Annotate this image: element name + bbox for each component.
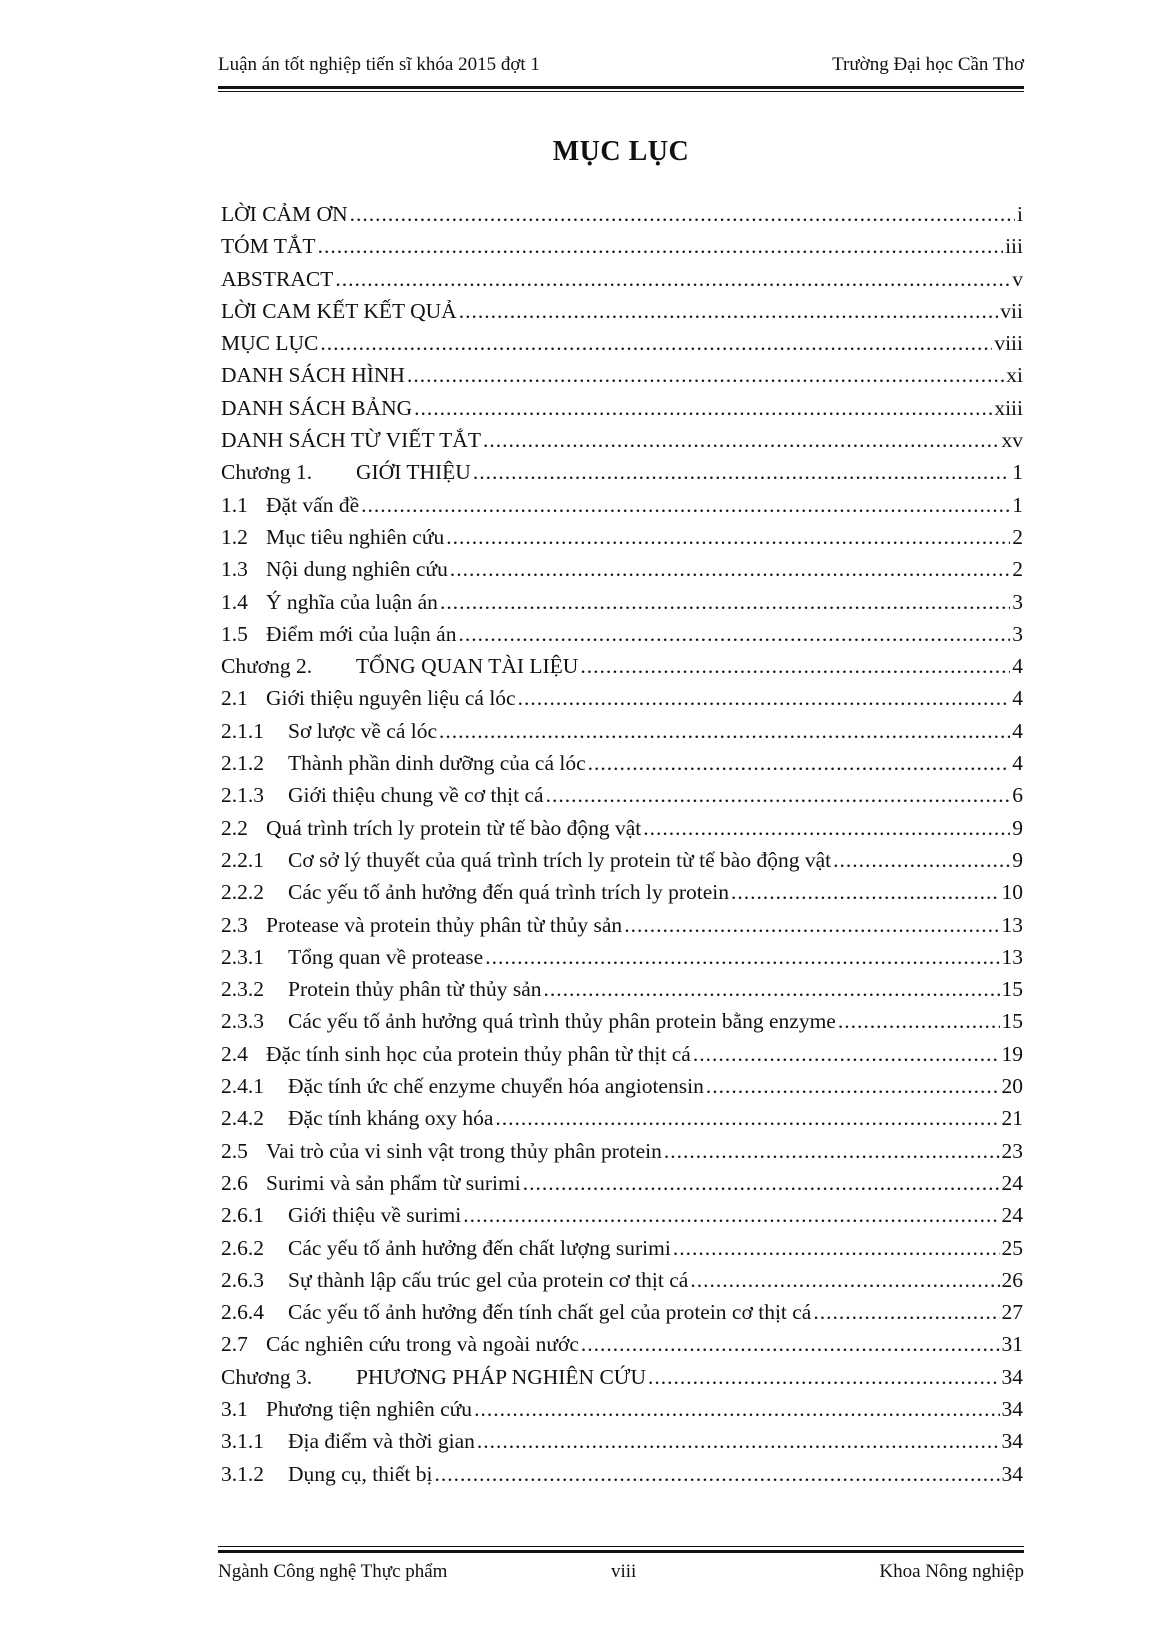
toc-entry-label: Địa điểm và thời gian xyxy=(288,1429,475,1454)
toc-entry-number: 3.1.2 xyxy=(221,1461,264,1486)
footer-department: Ngành Công nghệ Thực phẩm xyxy=(218,1561,448,1582)
toc-entry-label: Dụng cụ, thiết bị xyxy=(288,1461,433,1486)
toc-dot-leader xyxy=(643,812,1010,844)
toc-dot-leader xyxy=(648,1361,1000,1393)
toc-entry[interactable] xyxy=(221,359,1023,391)
toc-entry-number: 2.1 xyxy=(221,686,248,711)
toc-dot-leader xyxy=(544,973,1000,1005)
toc-dot-leader xyxy=(518,682,1011,714)
toc-entry-label: LỜI CAM KẾT KẾT QUẢ xyxy=(221,298,457,323)
toc-entry-page: vii xyxy=(1000,298,1023,323)
toc-entry-label: DANH SÁCH BẢNG xyxy=(221,395,413,420)
toc-dot-leader xyxy=(463,1199,999,1231)
toc-entry[interactable] xyxy=(221,1102,1023,1134)
toc-dot-leader xyxy=(459,295,999,327)
toc-entry[interactable] xyxy=(221,715,1023,747)
toc-entry-number: 2.6.1 xyxy=(221,1203,264,1228)
toc-entry-number: 1.5 xyxy=(221,621,248,646)
toc-entry-label: Các yếu tố ảnh hưởng đến chất lượng surimi xyxy=(288,1235,671,1260)
footer-rule-thick xyxy=(218,1550,1024,1553)
toc-dot-leader xyxy=(350,198,1015,230)
table-of-contents xyxy=(221,198,1023,1490)
toc-entry[interactable] xyxy=(221,1199,1023,1231)
toc-entry-label: DANH SÁCH HÌNH xyxy=(221,363,405,388)
toc-entry-page: 13 xyxy=(1001,944,1023,969)
toc-dot-leader xyxy=(361,489,1010,521)
toc-entry[interactable] xyxy=(221,198,1023,230)
toc-entry-page: 9 xyxy=(1012,815,1023,840)
toc-entry-number: Chương 1. xyxy=(221,460,313,485)
toc-entry-number: 2.4.1 xyxy=(221,1074,264,1099)
toc-entry-label: Các yếu tố ảnh hưởng đến quá trình trích ly protein xyxy=(288,880,729,905)
toc-entry[interactable] xyxy=(221,1232,1023,1264)
toc-dot-leader xyxy=(318,230,1004,262)
toc-entry-label: Cơ sở lý thuyết của quá trình trích ly protein từ tế bào động vật xyxy=(288,847,832,872)
toc-entry-page: 10 xyxy=(1001,880,1023,905)
toc-entry[interactable] xyxy=(221,812,1023,844)
toc-entry-label: Giới thiệu về surimi xyxy=(288,1203,462,1228)
toc-entry-page: 15 xyxy=(1001,1009,1023,1034)
toc-dot-leader xyxy=(838,1005,1000,1037)
toc-dot-leader xyxy=(473,456,1010,488)
toc-entry-number: 2.6.4 xyxy=(221,1300,264,1325)
toc-entry-label: Các yếu tố ảnh hưởng đến tính chất gel của protein cơ thịt cá xyxy=(288,1300,812,1325)
toc-entry-label: Các yếu tố ảnh hưởng quá trình thủy phân protein bằng enzyme xyxy=(288,1009,836,1034)
toc-entry-page: 3 xyxy=(1012,621,1023,646)
toc-entry-label: Vai trò của vi sinh vật trong thủy phân protein xyxy=(266,1138,662,1163)
toc-dot-leader xyxy=(439,715,1010,747)
toc-dot-leader xyxy=(483,424,1000,456)
toc-entry[interactable] xyxy=(221,1296,1023,1328)
header-university: Trường Đại học Cần Thơ xyxy=(832,54,1024,75)
toc-entry-page: 4 xyxy=(1012,654,1023,679)
toc-entry-page: 34 xyxy=(1001,1396,1023,1421)
toc-entry-label: Đặt vấn đề xyxy=(266,492,360,517)
toc-entry-number: Chương 3. xyxy=(221,1364,313,1389)
toc-dot-leader xyxy=(580,650,1010,682)
toc-entry-number: 3.1 xyxy=(221,1396,248,1421)
toc-entry-page: 6 xyxy=(1012,783,1023,808)
toc-entry[interactable] xyxy=(221,1070,1023,1102)
toc-entry-label: Giới thiệu nguyên liệu cá lóc xyxy=(266,686,516,711)
toc-dot-leader xyxy=(706,1070,1000,1102)
toc-entry-number: 1.3 xyxy=(221,557,248,582)
toc-entry-page: 19 xyxy=(1001,1041,1023,1066)
header-thesis-title: Luận án tốt nghiệp tiến sĩ khóa 2015 đợt 1 xyxy=(218,54,540,75)
toc-dot-leader xyxy=(495,1102,999,1134)
toc-entry-number: 2.3.3 xyxy=(221,1009,264,1034)
page-footer xyxy=(218,1561,1024,1589)
toc-entry-number: 3.1.1 xyxy=(221,1429,264,1454)
footer-page-number: viii xyxy=(611,1561,637,1582)
toc-entry-label: Protein thủy phân từ thủy sản xyxy=(288,977,542,1002)
toc-entry-page: 4 xyxy=(1012,718,1023,743)
toc-entry[interactable] xyxy=(221,1167,1023,1199)
toc-dot-leader xyxy=(414,392,992,424)
toc-entry-label: Surimi và sản phẩm từ surimi xyxy=(266,1170,521,1195)
toc-entry-label: DANH SÁCH TỪ VIẾT TẮT xyxy=(221,428,481,453)
toc-entry-page: i xyxy=(1017,202,1023,226)
toc-entry-number: 2.7 xyxy=(221,1332,248,1357)
toc-entry-page: 25 xyxy=(1001,1235,1023,1260)
toc-entry-page: 9 xyxy=(1012,847,1023,872)
toc-entry-number: Chương 2. xyxy=(221,654,313,679)
toc-entry-label: Mục tiêu nghiên cứu xyxy=(266,524,445,549)
toc-dot-leader xyxy=(546,779,1011,811)
toc-dot-leader xyxy=(440,586,1010,618)
toc-dot-leader xyxy=(673,1232,1000,1264)
toc-entry-label: Protease và protein thủy phân từ thủy sản xyxy=(266,912,623,937)
toc-entry-page: 1 xyxy=(1012,492,1023,517)
toc-entry-page: 24 xyxy=(1001,1170,1023,1195)
toc-entry[interactable] xyxy=(221,973,1023,1005)
toc-entry-page: iii xyxy=(1005,234,1023,259)
toc-entry-label: Giới thiệu chung về cơ thịt cá xyxy=(288,783,544,808)
toc-entry[interactable] xyxy=(221,618,1023,650)
toc-entry-number: 2.2.1 xyxy=(221,847,264,872)
toc-entry-number: 2.5 xyxy=(221,1138,248,1163)
toc-entry-page: 34 xyxy=(1001,1429,1023,1454)
toc-entry-label: Ý nghĩa của luận án xyxy=(266,589,438,614)
toc-entry-number: 2.2.2 xyxy=(221,880,264,905)
toc-entry[interactable] xyxy=(221,909,1023,941)
toc-entry-page: xi xyxy=(1006,363,1023,388)
toc-entry-label: Đặc tính sinh học của protein thủy phân từ thịt cá xyxy=(266,1041,691,1066)
toc-entry[interactable] xyxy=(221,941,1023,973)
toc-entry-label: MỤC LỤC xyxy=(221,331,319,356)
toc-entry-page: 1 xyxy=(1012,460,1023,485)
toc-entry-label: TÓM TẮT xyxy=(221,234,316,259)
toc-dot-leader xyxy=(581,1328,1000,1360)
toc-entry[interactable] xyxy=(221,650,1023,682)
toc-dot-leader xyxy=(435,1458,1000,1490)
toc-entry-number: 2.1.3 xyxy=(221,783,264,808)
toc-entry-page: 13 xyxy=(1001,912,1023,937)
toc-entry[interactable] xyxy=(221,489,1023,521)
toc-entry-number: 1.1 xyxy=(221,492,248,517)
toc-entry-number: 1.4 xyxy=(221,589,248,614)
toc-entry-number: 2.1.1 xyxy=(221,718,264,743)
toc-entry-number: 2.2 xyxy=(221,815,248,840)
toc-entry[interactable] xyxy=(221,327,1023,359)
toc-entry[interactable] xyxy=(221,1328,1023,1360)
toc-entry-page: 3 xyxy=(1012,589,1023,614)
toc-entry-label: Sự thành lập cấu trúc gel của protein cơ thịt cá xyxy=(288,1267,689,1292)
toc-entry[interactable] xyxy=(221,747,1023,779)
toc-dot-leader xyxy=(450,553,1010,585)
toc-entry[interactable] xyxy=(221,1005,1023,1037)
toc-entry[interactable] xyxy=(221,779,1023,811)
footer-faculty: Khoa Nông nghiệp xyxy=(879,1561,1024,1582)
toc-entry[interactable] xyxy=(221,1361,1023,1393)
toc-entry[interactable] xyxy=(221,1264,1023,1296)
toc-entry-page: 24 xyxy=(1001,1203,1023,1228)
toc-dot-leader xyxy=(833,844,1010,876)
toc-entry-page: xv xyxy=(1001,428,1023,453)
toc-entry-number: 2.4 xyxy=(221,1041,248,1066)
toc-dot-leader xyxy=(588,747,1011,779)
toc-entry-number: 2.4.2 xyxy=(221,1106,264,1131)
toc-entry[interactable] xyxy=(221,230,1023,262)
toc-entry-label: Các nghiên cứu trong và ngoài nước xyxy=(266,1332,579,1357)
header-rule-thick xyxy=(218,86,1024,89)
toc-entry[interactable] xyxy=(221,682,1023,714)
toc-entry[interactable] xyxy=(221,521,1023,553)
toc-entry-label: Đặc tính ức chế enzyme chuyển hóa angiotensin xyxy=(288,1074,704,1099)
toc-entry-page: 34 xyxy=(1001,1461,1023,1486)
toc-entry-label: LỜI CẢM ƠN xyxy=(221,202,348,226)
toc-entry-page: 31 xyxy=(1001,1332,1023,1357)
toc-entry-number: 2.6.3 xyxy=(221,1267,264,1292)
toc-entry[interactable] xyxy=(221,1135,1023,1167)
toc-entry-page: 26 xyxy=(1001,1267,1023,1292)
toc-entry[interactable] xyxy=(221,553,1023,585)
toc-entry-label: GIỚI THIỆU xyxy=(356,460,471,485)
toc-entry-number: 2.3.1 xyxy=(221,944,264,969)
toc-entry[interactable] xyxy=(221,876,1023,908)
toc-dot-leader xyxy=(320,327,992,359)
toc-entry-label: Nội dung nghiên cứu xyxy=(266,557,448,582)
toc-entry-number: 1.2 xyxy=(221,524,248,549)
toc-entry[interactable] xyxy=(221,295,1023,327)
toc-entry-number: 2.1.2 xyxy=(221,751,264,776)
toc-entry-page: v xyxy=(1012,266,1023,291)
toc-entry-number: 2.3.2 xyxy=(221,977,264,1002)
toc-entry-label: Quá trình trích ly protein từ tế bào động vật xyxy=(266,815,642,840)
toc-entry-page: 2 xyxy=(1012,557,1023,582)
toc-dot-leader xyxy=(664,1135,1000,1167)
toc-dot-leader xyxy=(335,263,1010,295)
footer-rule-thin xyxy=(218,1546,1024,1547)
toc-entry-number: 2.6.2 xyxy=(221,1235,264,1260)
toc-dot-leader xyxy=(458,618,1010,650)
toc-dot-leader xyxy=(446,521,1010,553)
toc-entry-label: ABSTRACT xyxy=(221,266,334,291)
toc-dot-leader xyxy=(474,1393,999,1425)
page-title: MỤC LỤC xyxy=(552,136,690,167)
toc-entry-page: xiii xyxy=(994,395,1023,420)
toc-entry-number: 2.6 xyxy=(221,1170,248,1195)
toc-entry-page: 20 xyxy=(1001,1074,1023,1099)
toc-entry-page: viii xyxy=(994,331,1023,356)
toc-entry-label: Thành phần dinh dưỡng của cá lóc xyxy=(288,751,586,776)
toc-dot-leader xyxy=(693,1038,1000,1070)
toc-entry-label: Đặc tính kháng oxy hóa xyxy=(288,1106,494,1131)
toc-dot-leader xyxy=(690,1264,999,1296)
toc-entry[interactable] xyxy=(221,1038,1023,1070)
toc-entry-label: PHƯƠNG PHÁP NGHIÊN CỨU xyxy=(356,1364,646,1389)
toc-entry-page: 34 xyxy=(1001,1364,1023,1389)
toc-entry[interactable] xyxy=(221,1393,1023,1425)
toc-entry-page: 21 xyxy=(1001,1106,1023,1131)
toc-entry-label: Điểm mới của luận án xyxy=(266,621,457,646)
toc-entry-page: 2 xyxy=(1012,524,1023,549)
toc-entry-page: 23 xyxy=(1001,1138,1023,1163)
toc-entry-page: 27 xyxy=(1001,1300,1023,1325)
toc-dot-leader xyxy=(523,1167,1000,1199)
page-header xyxy=(218,54,1024,82)
toc-dot-leader xyxy=(731,876,1000,908)
toc-dot-leader xyxy=(624,909,999,941)
toc-entry-number: 2.3 xyxy=(221,912,248,937)
toc-dot-leader xyxy=(813,1296,999,1328)
toc-entry[interactable] xyxy=(221,1425,1023,1457)
header-rule-thin xyxy=(218,91,1024,92)
toc-entry[interactable] xyxy=(221,1458,1023,1490)
toc-entry-page: 15 xyxy=(1001,977,1023,1002)
toc-entry-label: TỔNG QUAN TÀI LIỆU xyxy=(356,654,579,679)
toc-entry-label: Tổng quan về protease xyxy=(288,944,484,969)
toc-entry-page: 4 xyxy=(1012,686,1023,711)
toc-entry[interactable] xyxy=(221,844,1023,876)
toc-entry[interactable] xyxy=(221,392,1023,424)
toc-entry-label: Phương tiện nghiên cứu xyxy=(266,1396,473,1421)
toc-dot-leader xyxy=(407,359,1004,391)
toc-entry-label: Sơ lược về cá lóc xyxy=(288,718,438,743)
toc-entry[interactable] xyxy=(221,424,1023,456)
toc-entry[interactable] xyxy=(221,263,1023,295)
toc-dot-leader xyxy=(477,1425,1000,1457)
toc-dot-leader xyxy=(485,941,999,973)
toc-entry[interactable] xyxy=(221,586,1023,618)
toc-entry[interactable] xyxy=(221,456,1023,488)
toc-entry-page: 4 xyxy=(1012,751,1023,776)
